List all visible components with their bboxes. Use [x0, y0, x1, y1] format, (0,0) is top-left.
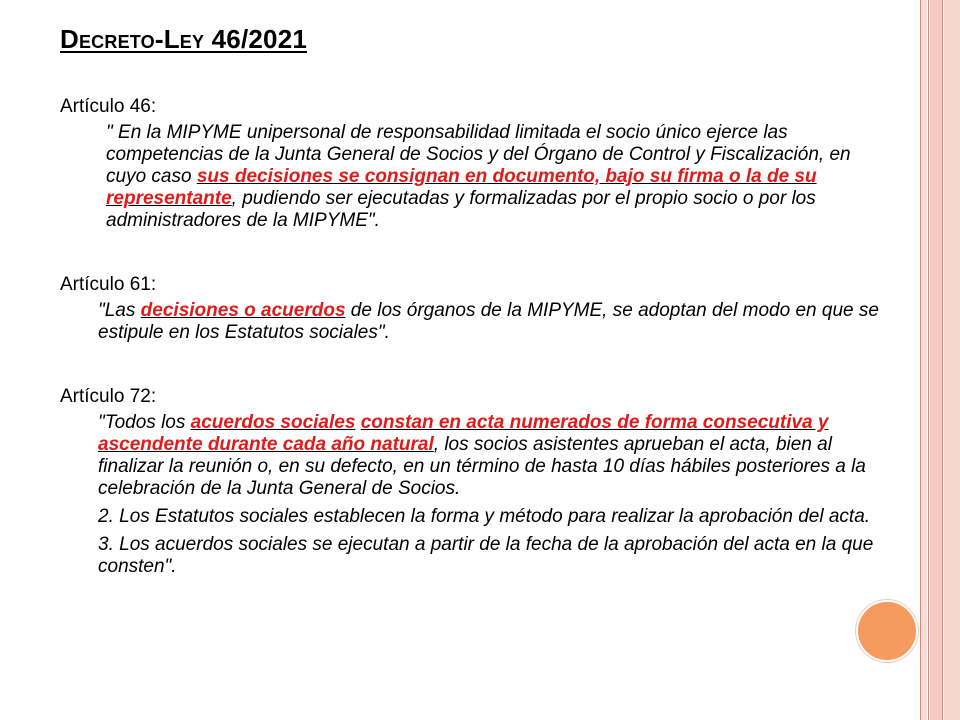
article-72-text-1: "Todos los: [98, 412, 191, 433]
slide-title: Decreto-Ley 46/2021: [60, 24, 308, 54]
decorative-band-2: [930, 0, 942, 720]
article-46-text: [106, 122, 890, 232]
article-46-text-2: , pudiendo ser ejecutadas y formalizadas por el propio socio o por los administradores de la MIPYME".: [106, 188, 816, 231]
decorative-band-1: [921, 0, 927, 720]
decorative-line-2: [928, 0, 929, 720]
article-72-paragraph-2: 2. Los Estatutos sociales establecen la forma y método para realizar la aprobación del acta.: [98, 506, 871, 527]
article-46-text-1: " En la MIPYME unipersonal de responsabilidad limitada el socio único ejerce las competencias de la Junta General de Socios y del Órgano de Control y Fiscalización, en cuyo caso: [106, 122, 851, 187]
article-72-paragraph-1: [98, 412, 890, 500]
decorative-line-3: [942, 0, 943, 720]
article-72-highlight-1: acuerdos sociales: [190, 412, 356, 433]
decorative-band-3: [944, 0, 960, 720]
article-61-highlight: decisiones o acuerdos: [140, 300, 346, 321]
article-46-heading: Artículo 46:: [60, 96, 157, 117]
article-72-paragraph-3: 3. Los acuerdos sociales se ejecutan a partir de la fecha de la aprobación del acta en la que consten".: [98, 534, 874, 577]
article-46-highlight: sus decisiones se consignan en documento, bajo su firma o la de su representante: [106, 166, 817, 209]
article-61-text: [98, 300, 890, 344]
article-61-text-2: de los órganos de la MIPYME, se adoptan del modo en que se estipule en los Estatutos sociales".: [98, 300, 879, 343]
article-72-highlight-2: constan en acta numerados de forma consecutiva y ascendente durante cada año natural: [98, 412, 829, 455]
decorative-line-1: [920, 0, 921, 720]
slide-content: [60, 96, 890, 584]
article-72-text-2: , los socios asistentes aprueban el acta, bien al finalizar la reunión o, en su defecto, en un término de hasta 10 días hábiles posteriores a la celebración de la Junta General de Socios.: [98, 434, 866, 499]
article-61-text-1: "Las: [98, 300, 141, 321]
decorative-circle: [856, 600, 918, 662]
article-61-heading: Artículo 61:: [60, 274, 157, 295]
article-72-heading: Artículo 72:: [60, 386, 157, 407]
